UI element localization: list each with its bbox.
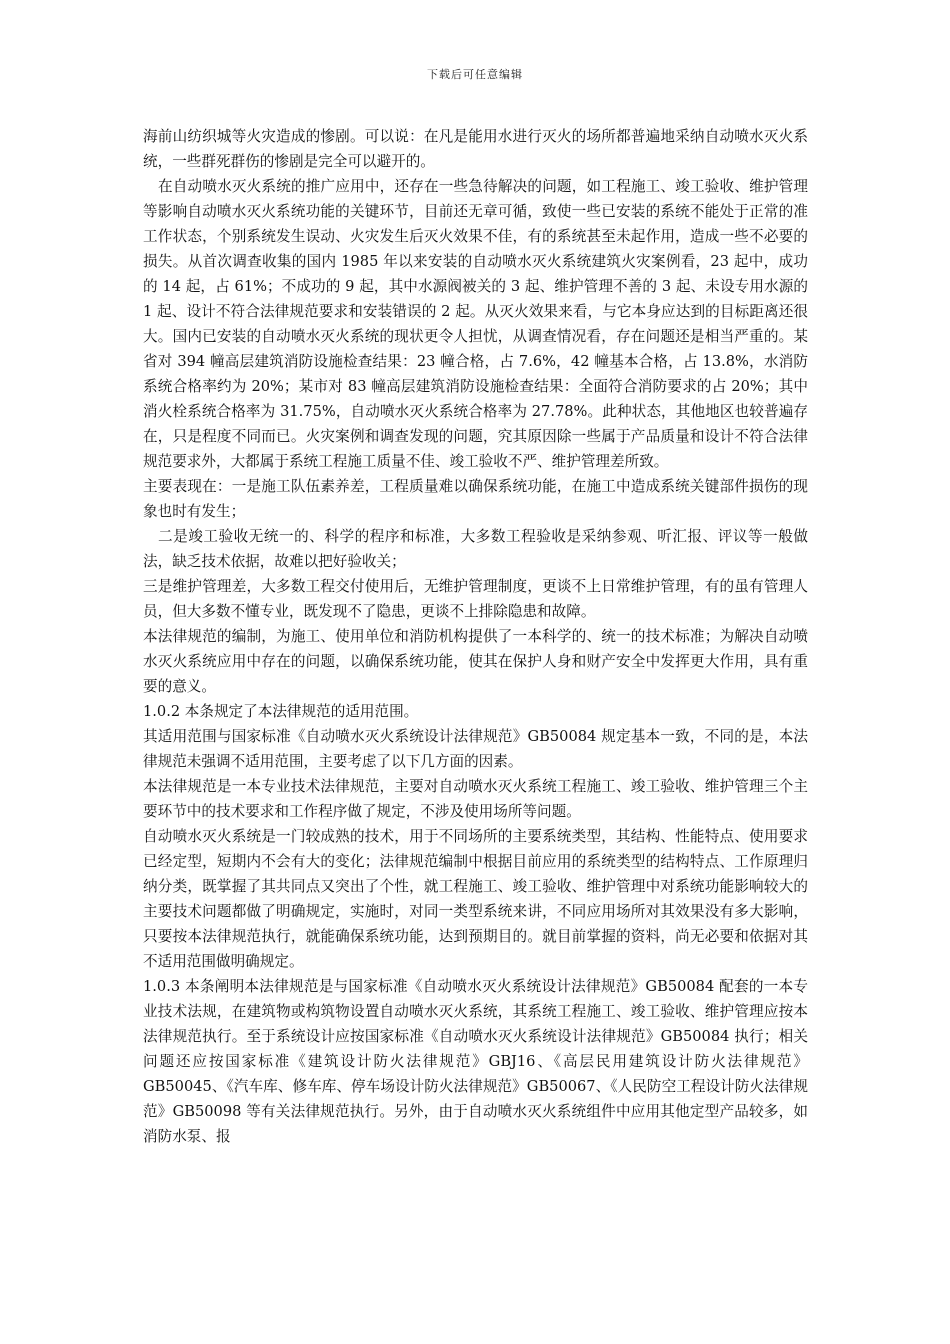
paragraph-5: 三是维护管理差，大多数工程交付使用后，无维护管理制度，更谈不上日常维护管理，有的虽有管理人员，但大多数不懂专业，既发现不了隐患，更谈不上排除隐患和故障。 <box>143 578 808 620</box>
paragraph-6: 本法律规范的编制，为施工、使用单位和消防机构提供了一本科学的、统一的技术标准；为解决自动喷水灭火系统应用中存在的问题，以确保系统功能，使其在保护人身和财产安全中发挥更大作用，具有重要的意义。 <box>143 628 808 695</box>
page-header: 下载后可任意编辑 <box>427 68 523 81</box>
paragraph-4: 二是竣工验收无统一的、科学的程序和标准，大多数工程验收是采纳参观、听汇报、评议等一般做法，缺乏技术依据，故难以把好验收关； <box>143 528 808 570</box>
paragraph-1: 海前山纺织城等火灾造成的惨剧。可以说：在凡是能用水进行灭火的场所都普遍地采纳自动喷水灭火系统，一些群死群伤的惨剧是完全可以避开的。 <box>143 128 808 170</box>
paragraph-10: 自动喷水灭火系统是一门较成熟的技术，用于不同场所的主要系统类型，其结构、性能特点、使用要求已经定型，短期内不会有大的变化；法律规范编制中根据目前应用的系统类型的结构特点、工作原理归纳分类，既掌握了其共同点又突出了个性，就工程施工、竣工验收、维护管理中对系统功能影响较大的主要技术问题都做了明确规定，实施时，对同一类型系统来讲，不同应用场所对其效果没有多大影响，只要按本法律规范执行，就能确保系统功能，达到预期目的。就目前掌握的资料，尚无必要和依据对其不适用范围做明确规定。 <box>143 828 808 970</box>
paragraph-3: 主要表现在：一是施工队伍素养差，工程质量难以确保系统功能，在施工中造成系统关键部件损伤的现象也时有发生； <box>143 478 808 520</box>
document-body <box>143 124 808 1149</box>
section-heading-1-0-2: 1.0.2 本条规定了本法律规范的适用范围。 <box>143 703 419 720</box>
paragraph-2: 在自动喷水灭火系统的推广应用中，还存在一些急待解决的问题，如工程施工、竣工验收、维护管理等影响自动喷水灭火系统功能的关键环节，目前还无章可循，致使一些已安装的系统不能处于正常的准工作状态，个别系统发生误动、火灾发生后灭火效果不佳，有的系统甚至未起作用，造成一些不必要的损失。从首次调查收集的国内 1985 年以来安装的自动喷水灭火系统建筑火灾案例看，23 起中，成功的 14 起，占 61%；不成功的 9 起，其中水源阀被关的 3 起、维护管理不善的 3 起、未设专用水源的 1 起、设计不符合法律规范要求和安装错误的 2 起。从灭火效果来看，与它本身应达到的目标距离还很大。国内已安装的自动喷水灭火系统的现状更令人担忧，从调查情况看，存在问题还是相当严重的。某省对 394 幢高层建筑消防设施检查结果：23 幢合格，占 7.6%，42 幢基本合格，占 13.8%，水消防系统合格率约为 20%；某市对 83 幢高层建筑消防设施检查结果：全面符合消防要求的占 20%；其中消火栓系统合格率为 31.75%，自动喷水灭火系统合格率为 27.78%。此种状态，其他地区也较普遍存在，只是程度不同而已。火灾案例和调查发现的问题，究其原因除一些属于产品质量和设计不符合法律规范要求外，大都属于系统工程施工质量不佳、竣工验收不严、维护管理差所致。 <box>143 178 808 470</box>
paragraph-8: 其适用范围与国家标准《自动喷水灭火系统设计法律规范》GB50084 规定基本一致，不同的是，本法律规范未强调不适用范围，主要考虑了以下几方面的因素。 <box>143 728 808 770</box>
paragraph-9: 本法律规范是一本专业技术法律规范，主要对自动喷水灭火系统工程施工、竣工验收、维护管理三个主要环节中的技术要求和工作程序做了规定，不涉及使用场所等问题。 <box>143 778 808 820</box>
section-paragraph-1-0-3: 1.0.3 本条阐明本法律规范是与国家标准《自动喷水灭火系统设计法律规范》GB50084 配套的一本专业技术法规，在建筑物或构筑物设置自动喷水灭火系统，其系统工程施工、竣工验收、维护管理应按本法律规范执行。至于系统设计应按国家标准《自动喷水灭火系统设计法律规范》GB50084 执行；相关问题还应按国家标准《建筑设计防火法律规范》GBJ16、《高层民用建筑设计防火法律规范》GB50045、《汽车库、修车库、停车场设计防火法律规范》GB50067、《人民防空工程设计防火法律规范》GB50098 等有关法律规范执行。另外，由于自动喷水灭火系统组件中应用其他定型产品较多，如消防水泵、报 <box>143 978 808 1145</box>
